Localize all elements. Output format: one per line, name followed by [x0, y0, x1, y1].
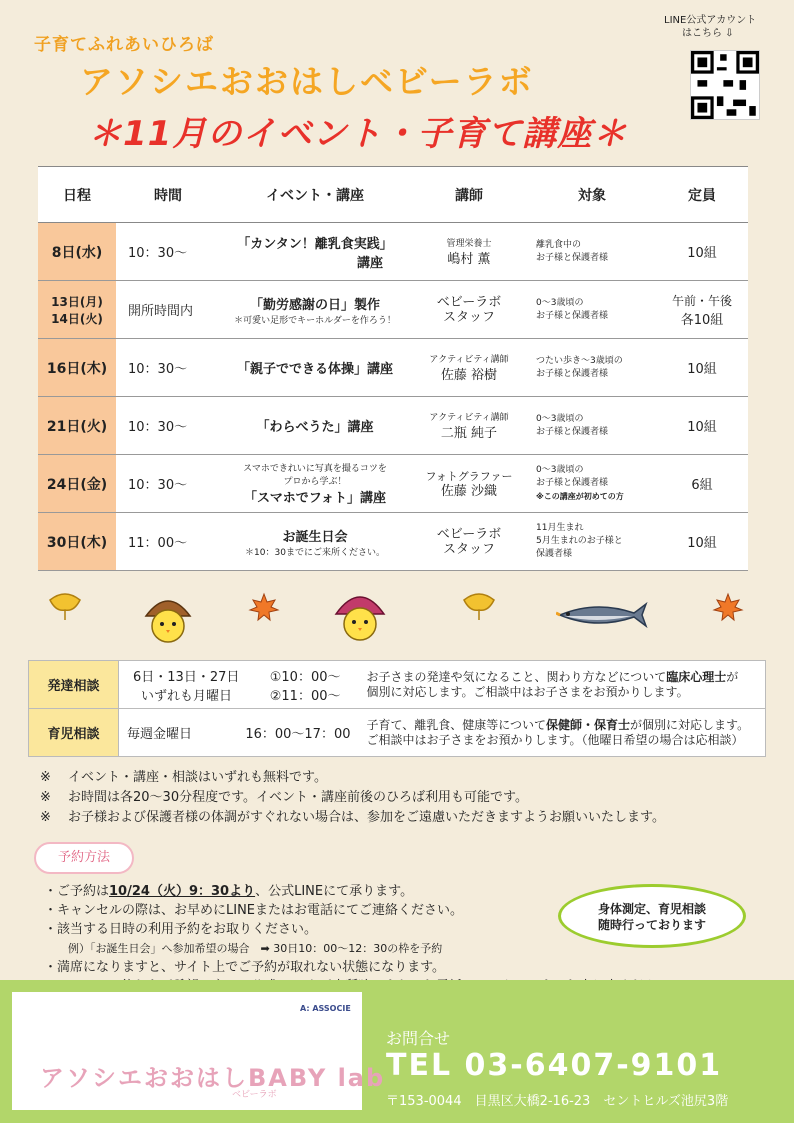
row-time: 10：30～: [116, 455, 220, 513]
lecturer-role: アクティビティ講師: [429, 412, 509, 423]
target-1: 0～3歳頃の: [536, 297, 584, 308]
consult-desc-2: ご相談中はお子さまをお預かりします。（他曜日希望の場合は応相談）: [366, 732, 744, 747]
table-row: [38, 339, 748, 397]
lecturer-name: フォトグラファー: [425, 469, 513, 483]
row-date: 24日(金): [38, 455, 116, 513]
table-row: [38, 281, 748, 339]
row-target: [528, 397, 656, 455]
target-3: 保護者様: [536, 549, 573, 559]
event-title: お誕生日会: [282, 529, 348, 545]
consult-table: [28, 660, 766, 757]
row-time: 11：00～: [116, 513, 220, 571]
bubble-line-2: 随時行っております: [597, 918, 706, 932]
event-title-2: 講座: [356, 255, 383, 271]
bubble-line-1: 身体測定、育児相談: [597, 902, 706, 916]
target-2: お子様と保護者様: [536, 368, 609, 379]
event-pre-2: プロから学ぶ！: [283, 477, 347, 487]
row-event: 「わらべうた」講座: [220, 397, 410, 455]
consult-desc-text: お子さまの発達や気になること、関わり方などについて: [366, 669, 667, 684]
howto-l1-post: 、公式LINEにて承ります。: [255, 884, 414, 899]
note-mark: ※: [40, 810, 51, 825]
page-subtitle: ＊11月のイベント・子育て講座＊: [88, 114, 628, 154]
note-item: [40, 768, 665, 788]
howto-example: 例）「お誕生日会」へ参加希望の場合 ➡ 30日10：00～12：30の枠を予約: [68, 942, 443, 955]
event-title: 「勤労感謝の日」製作: [249, 297, 380, 313]
event-pre-1: スマホできれいに写真を撮るコツを: [243, 464, 387, 474]
row-event: [220, 455, 410, 513]
howto-line-3: ・該当する日時の利用予約をお取りください。: [44, 922, 318, 937]
lecturer-name-2: 佐藤 沙織: [440, 483, 498, 499]
inquiry-label: お問合せ: [386, 1029, 451, 1048]
target-2: お子様と保護者様: [536, 252, 609, 263]
row-capacity: 10組: [656, 513, 748, 571]
row-event: 「親子でできる体操」講座: [220, 339, 410, 397]
consult-row-development: [29, 661, 766, 709]
col-header-target: 対象: [528, 167, 656, 223]
table-row: [38, 223, 748, 281]
consult-description: [359, 661, 766, 709]
note-item: [40, 788, 665, 808]
howto-line-2: ・キャンセルの際は、お早めにLINEまたはお電話にてご連絡ください。: [44, 903, 464, 918]
consult-desc-text: 子育て、離乳食、健康等について: [366, 717, 547, 732]
maple-leaf-icon: [248, 592, 280, 632]
target-1: 0～3歳頃の: [536, 413, 584, 424]
col-header-time: 時間: [116, 167, 220, 223]
line-note-1: LINE公式アカウント: [664, 15, 757, 26]
consult-time: 16：00～17：00: [245, 727, 351, 742]
note-item: [40, 808, 665, 828]
target-1: つたい歩き～3歳頃の: [536, 355, 623, 366]
event-note: ＊可愛い足形でキーホルダーを作ろう！: [234, 315, 396, 326]
event-note: ＊10：30までにご来所ください。: [245, 547, 385, 558]
maple-leaf-icon: [712, 592, 744, 632]
date-2: 14日(火): [51, 311, 103, 326]
row-date: 30日(木): [38, 513, 116, 571]
consult-description: [359, 709, 766, 757]
row-capacity: 10組: [656, 339, 748, 397]
reservation-method-badge: 予約方法: [34, 842, 134, 874]
lecturer-name: ベビーラボ: [436, 294, 502, 310]
row-target: [528, 513, 656, 571]
consult-schedule-line: [127, 723, 351, 742]
row-event: [220, 223, 410, 281]
consult-time-1: ①10：00～: [269, 669, 341, 685]
consult-label: 発達相談: [29, 661, 119, 709]
chick-sweetpotato-icon: [332, 586, 388, 654]
lecturer-role: 管理栄養士: [446, 238, 492, 249]
note-mark: ※: [40, 790, 51, 805]
note-text: イベント・講座・相談はいずれも無料です。: [68, 770, 327, 785]
consult-schedule-line-2: [133, 685, 351, 704]
associe-logo: A: ASSOCIE: [300, 1004, 351, 1013]
target-2: お子様と保護者様: [536, 478, 609, 488]
consult-schedule: [119, 709, 359, 757]
target-1: 離乳食中の: [536, 239, 582, 250]
row-time: 10：30～: [116, 223, 220, 281]
event-title: 「カンタン！離乳食実践」: [237, 236, 393, 252]
row-lecturer: [410, 513, 528, 571]
notes-list: [40, 768, 665, 828]
consult-days: 6日・13日・27日: [133, 669, 240, 685]
lecturer-name-2: スタッフ: [442, 541, 495, 557]
date-1: 13日(月): [51, 294, 103, 309]
table-row: [38, 513, 748, 571]
capacity-1: 午前・午後: [671, 293, 732, 308]
consult-days: 毎週金曜日: [127, 727, 193, 742]
target-2: 5月生まれのお子様と: [536, 536, 623, 546]
row-event: [220, 281, 410, 339]
target-2: お子様と保護者様: [536, 310, 609, 321]
lecturer-role: アクティビティ講師: [429, 354, 509, 365]
table-row: [38, 397, 748, 455]
row-target: [528, 281, 656, 339]
chick-chestnut-icon: [140, 590, 196, 654]
capacity-2: 各10組: [680, 312, 724, 328]
consult-days-2: いずれも月曜日: [141, 688, 233, 704]
howto-line-4: ・満席になりますと、サイト上でご予約が取れない状態になります。: [44, 960, 446, 975]
note-text: お時間は各20～30分程度です。イベント・講座前後のひろば利用も可能です。: [68, 790, 529, 805]
howto-l1-pre: ・ご予約は: [44, 884, 110, 899]
target-2: お子様と保護者様: [536, 426, 609, 437]
col-header-date: 日程: [38, 167, 116, 223]
row-target: [528, 223, 656, 281]
ginkgo-leaf-icon: [48, 592, 82, 630]
consult-desc-2: 個別に対応します。ご相談中はお子さまをお預かりします。: [366, 684, 689, 699]
consult-desc-bold: 保健師・保育士: [546, 717, 631, 732]
col-header-lecturer: 講師: [410, 167, 528, 223]
address: 〒153-0044 目黒区大橋2-16-23 セントヒルズ池尻3階: [386, 1094, 729, 1109]
target-1: 11月生まれ: [536, 523, 584, 533]
consult-label: 育児相談: [29, 709, 119, 757]
kicker: 子育てふれあいひろば: [34, 35, 214, 55]
row-target: [528, 339, 656, 397]
row-time: 10：30～: [116, 339, 220, 397]
info-bubble: [558, 884, 746, 948]
consult-desc-post: が: [726, 669, 739, 684]
schedule-header-row: [38, 167, 748, 223]
lecturer-name-2: スタッフ: [442, 309, 495, 325]
phone-number[interactable]: TEL 03-6407-9101: [386, 1048, 723, 1083]
saury-fish-icon: [556, 600, 648, 638]
row-time: 10：30～: [116, 397, 220, 455]
row-capacity: 10組: [656, 397, 748, 455]
note-text: お子様および保護者様の体調がすぐれない場合は、参加をご遠慮いただきますようお願いいたします。: [68, 810, 665, 825]
babylab-logo: アソシエおおはしBABY lab: [40, 1064, 386, 1092]
row-capacity: [656, 281, 748, 339]
table-row: [38, 455, 748, 513]
consult-desc-post: が個別に対応します。: [630, 717, 750, 732]
howto-l1-bold: 10/24（火）9：30より: [109, 884, 256, 899]
row-capacity: 10組: [656, 223, 748, 281]
babylab-logo-sub: ベビーラボ: [232, 1090, 277, 1100]
ginkgo-leaf-icon: [462, 592, 496, 630]
row-date: 21日(火): [38, 397, 116, 455]
line-note: [664, 14, 794, 40]
consult-row-childcare: [29, 709, 766, 757]
col-header-capacity: 定員: [656, 167, 748, 223]
consult-desc-bold: 臨床心理士: [666, 669, 727, 684]
event-title: 「スマホでフォト」講座: [243, 491, 387, 506]
row-lecturer: [410, 455, 528, 513]
row-capacity: 6組: [656, 455, 748, 513]
target-1: 0～3歳頃の: [536, 465, 584, 475]
row-time: 開所時間内: [116, 281, 220, 339]
row-lecturer: [410, 339, 528, 397]
row-target: [528, 455, 656, 513]
consult-schedule-line-1: [133, 666, 351, 685]
row-lecturer: [410, 281, 528, 339]
row-date: 8日(水): [38, 223, 116, 281]
row-event: [220, 513, 410, 571]
row-lecturer: [410, 223, 528, 281]
line-note-2: はこちら ⇩: [682, 28, 734, 39]
target-3: ※この講座が初めての方: [536, 492, 624, 501]
lecturer-name: ベビーラボ: [436, 526, 502, 542]
col-header-event: イベント・講座: [220, 167, 410, 223]
schedule-table: [38, 166, 748, 571]
lecturer-name: 佐藤 裕樹: [440, 367, 498, 383]
page-title: アソシエおおはしベビーラボ: [80, 62, 534, 101]
row-lecturer: [410, 397, 528, 455]
row-date: [38, 281, 116, 339]
lecturer-name: 二瓶 純子: [440, 425, 498, 441]
note-mark: ※: [40, 770, 51, 785]
lecturer-name: 嶋村 薫: [447, 251, 491, 267]
row-date: 16日(木): [38, 339, 116, 397]
qr-code-icon[interactable]: [690, 50, 760, 120]
consult-schedule: [119, 661, 359, 709]
consult-time-2: ②11：00～: [269, 688, 341, 704]
